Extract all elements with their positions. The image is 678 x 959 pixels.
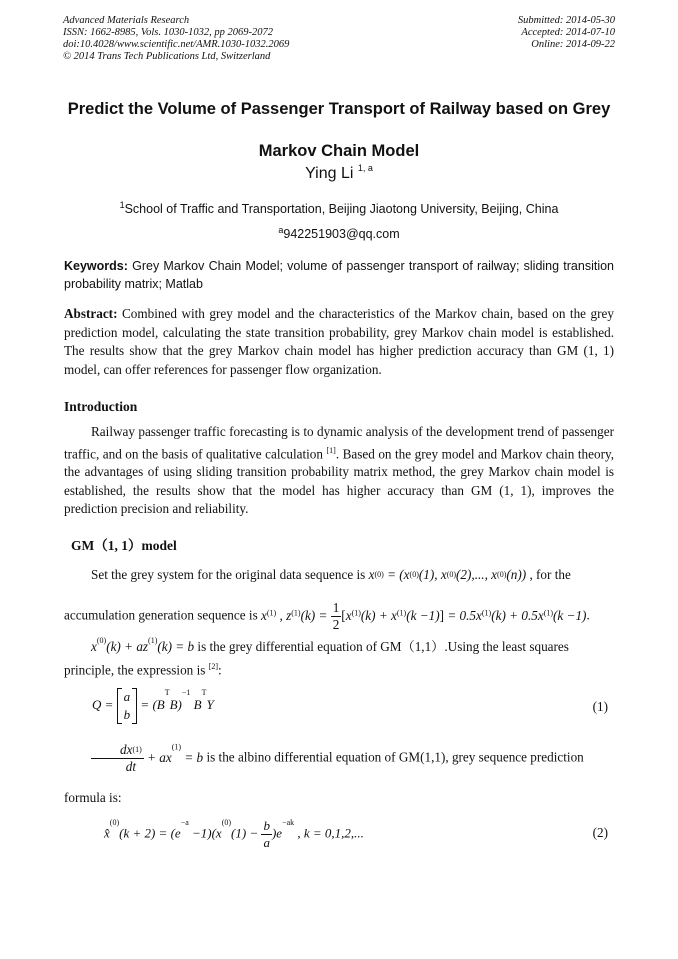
email-mark: a bbox=[278, 225, 284, 235]
gm-paragraph-1-line-2 bbox=[64, 600, 614, 633]
journal-copyright: © 2014 Trans Tech Publications Ltd, Switzerland bbox=[63, 51, 271, 62]
p1-text-d: . bbox=[586, 607, 590, 623]
gm-paragraph-2-line-2 bbox=[64, 662, 614, 678]
abstract-label: Abstract: bbox=[64, 306, 118, 321]
affiliation-mark: 1 bbox=[119, 200, 125, 210]
accumulation-formula: $x^{(1)}$ , $z^{(1)}(k)$ = $\frac{1}{2}$ $[x^{(1)}(k) + x^{(1)}(k -1)] = 0.5x^{(1)}(k) + 0.5x^{(1)}(k -1)$ bbox=[261, 600, 587, 632]
journal-issn: ISSN: 1662-8985, Vols. 1030-1032, pp 2069-2072 bbox=[63, 27, 273, 38]
p2-text-b: principle, the expression is bbox=[64, 662, 209, 678]
author-name: Ying Li bbox=[305, 165, 354, 182]
grey-differential-formula: $x^{(0)}(k) + az^{(1)}(k) = b$ bbox=[91, 636, 195, 654]
introduction-heading: Introduction bbox=[64, 399, 138, 414]
affiliation bbox=[0, 202, 678, 216]
gm-paragraph-3-line-1 bbox=[64, 742, 614, 775]
author-line bbox=[0, 165, 678, 183]
p2-text-a: is the grey differential equation of GM（1,1）.Using the least squares bbox=[194, 639, 569, 654]
title-line-2: Markov Chain Model bbox=[258, 142, 420, 160]
submitted-date: Submitted: 2014-05-30 bbox=[517, 15, 615, 26]
paper-title bbox=[40, 88, 638, 172]
equation-1-number: (1) bbox=[592, 699, 608, 714]
albino-differential-formula: $\frac{dx^{(1)}}{dt}$ + $ax^{(1)} = b$ bbox=[91, 750, 203, 765]
gm-paragraph-3-line-2 bbox=[64, 790, 614, 806]
equation-1: Q = a b = $(B^TB)^{-1}$ $B^TY$ bbox=[92, 688, 214, 722]
author-email bbox=[0, 227, 678, 241]
original-sequence-formula: $x^{(0)} = (x^{(0)}(1)$, $x^{(0)}(2)$,..., $x^{(0)}(n)$) bbox=[368, 567, 527, 582]
equation-2: x̂$^{(0)}$(k + $2) = (e^{-a} -1)(x^{(0)}(1)$ − $\frac{b}{a}$ )$e^{-ak}$ , k = 0,1,2,... bbox=[104, 818, 364, 850]
ref-2: [2] bbox=[208, 662, 218, 671]
email-text: 942251903@qq.com bbox=[283, 227, 400, 241]
intro-text-b: . Based on the grey model and Markov chain theory, the advantages of using sliding transition probability matrix method, the grey Markov chain model is established, the results show that the model has higher accuracy than GM (1, 1), improves the prediction precision and reliability. bbox=[64, 445, 615, 517]
abstract-text: Combined with grey model and the characteristics of the Markov chain, based on the grey prediction model, calculating the state transition probability, grey Markov chain model is established. The results show that the grey Markov chain model has higher prediction accuracy than GM (1, 1) model, can offer references for passenger flow organization. bbox=[64, 306, 614, 377]
online-date: Online: 2014-09-22 bbox=[531, 39, 615, 50]
author-affil-mark: 1, a bbox=[357, 163, 373, 173]
affiliation-text: School of Traffic and Transportation, Beijing Jiaotong University, Beijing, China bbox=[124, 202, 559, 216]
intro-ref-1: [1] bbox=[326, 445, 336, 455]
p3-text-a: is the albino differential equation of GM(1,1), grey sequence prediction bbox=[203, 749, 584, 765]
p1-text-c: accumulation generation sequence is bbox=[64, 607, 262, 623]
abstract bbox=[64, 305, 614, 379]
accepted-date: Accepted: 2014-07-10 bbox=[521, 27, 615, 38]
gm-heading: GM（1, 1）model bbox=[71, 538, 177, 553]
p2-text-c: : bbox=[218, 662, 222, 678]
keywords-label: Keywords: bbox=[64, 259, 128, 273]
p1-text-b: , for the bbox=[526, 567, 571, 582]
introduction-paragraph bbox=[64, 423, 614, 519]
p3-text-b: formula is: bbox=[64, 790, 122, 805]
gm-paragraph-1-line-1 bbox=[64, 566, 614, 584]
journal-header-left bbox=[63, 15, 289, 63]
gm-paragraph-2-line-1 bbox=[64, 636, 614, 655]
intro-text-a: Railway passenger traffic forecasting is to dynamic analysis of the development trend of passenger traffic, and on the basis of qualitative calculation bbox=[64, 424, 614, 461]
journal-doi: doi:10.4028/www.scientific.net/AMR.1030-1032.2069 bbox=[63, 39, 290, 50]
p1-text-a: Set the grey system for the original data sequence is bbox=[91, 567, 369, 582]
journal-header-right bbox=[518, 15, 615, 51]
keywords-text: Grey Markov Chain Model; volume of passenger transport of railway; sliding transition probability matrix; Matlab bbox=[64, 259, 614, 291]
keywords bbox=[64, 257, 614, 293]
title-line-1: Predict the Volume of Passenger Transport of Railway based on Grey bbox=[67, 100, 611, 118]
journal-name: Advanced Materials Research bbox=[63, 15, 190, 26]
equation-2-number: (2) bbox=[592, 825, 608, 840]
